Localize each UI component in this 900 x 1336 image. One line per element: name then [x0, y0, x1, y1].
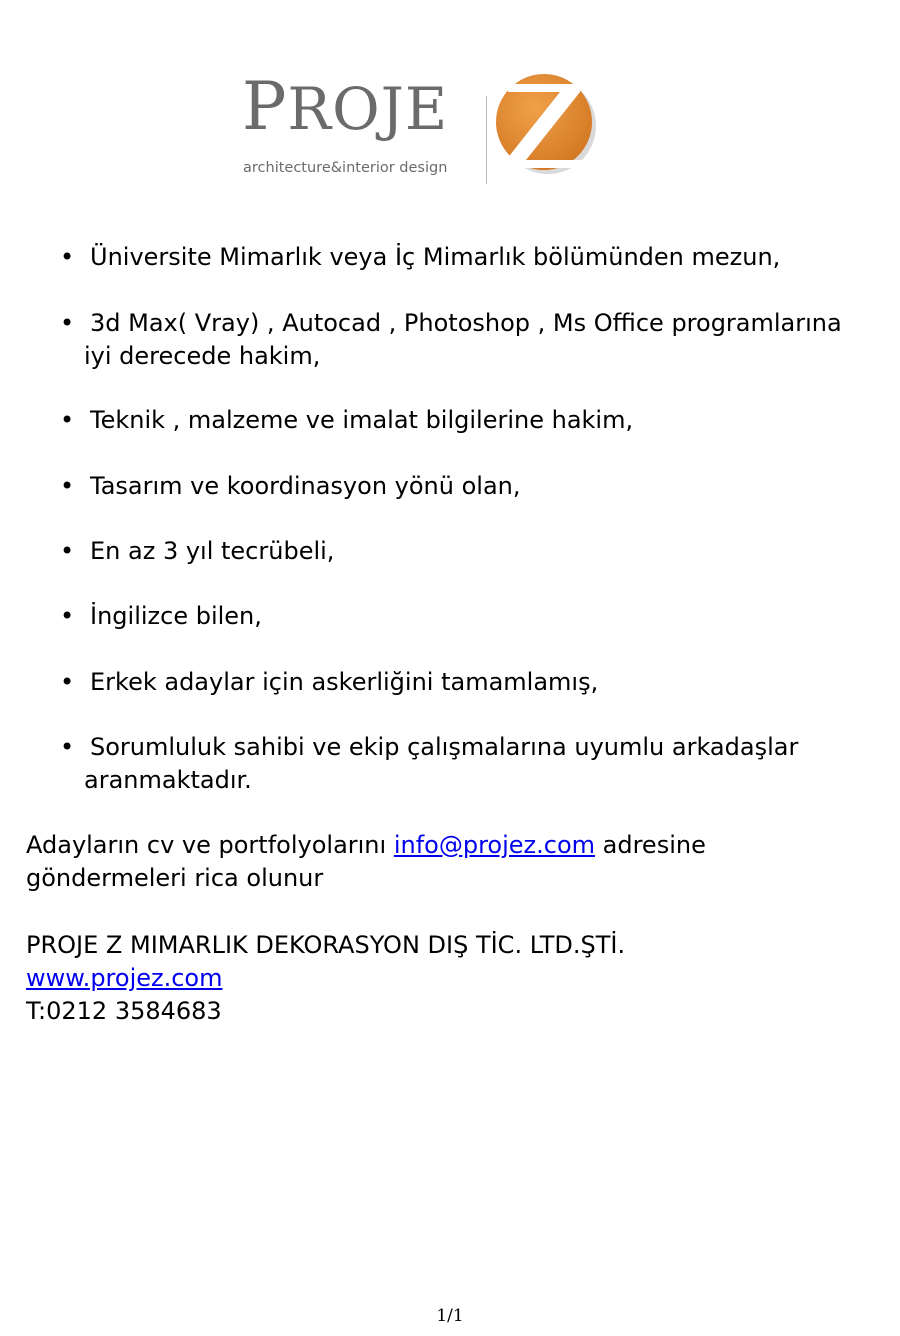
item-text-continued: iyi derecede hakim,: [84, 342, 321, 370]
website-link[interactable]: www.projez.com: [26, 964, 223, 992]
apply-instructions: [26, 829, 706, 895]
item-text: Tasarım ve koordinasyon yönü olan,: [90, 472, 521, 500]
company-logo: [240, 68, 610, 188]
page-number: 1/1: [436, 1306, 464, 1326]
logo-divider: [486, 96, 487, 184]
logo-z-mark: [492, 70, 600, 178]
item-text: 3d Max( Vray) , Autocad , Photoshop , Ms Office programlarına: [90, 309, 842, 337]
item-text-continued: aranmaktadır.: [84, 766, 252, 794]
bullet: •: [60, 733, 75, 761]
bullet: •: [60, 537, 75, 565]
bullet: •: [60, 602, 75, 630]
item-text: Teknik , malzeme ve imalat bilgilerine hakim,: [90, 406, 634, 434]
bullet: •: [60, 406, 75, 434]
logo-wordmark: PROJE: [242, 68, 449, 145]
item-text: En az 3 yıl tecrübeli,: [90, 537, 335, 565]
bullet: •: [60, 668, 75, 696]
item-text: Sorumluluk sahibi ve ekip çalışmalarına uyumlu arkadaşlar: [90, 733, 799, 761]
bullet: •: [60, 309, 75, 337]
company-info: [26, 929, 625, 1028]
item-text: İngilizce bilen,: [90, 602, 262, 630]
item-text: Üniversite Mimarlık veya İç Mimarlık bölümünden mezun,: [90, 243, 781, 271]
company-phone: T:0212 3584683: [26, 997, 222, 1025]
bullet: •: [60, 472, 75, 500]
apply-text-line2: göndermeleri rica olunur: [26, 864, 324, 892]
apply-text-after: adresine: [595, 831, 706, 859]
company-name: PROJE Z MIMARLIK DEKORASYON DIŞ TİC. LTD.ŞTİ.: [26, 931, 626, 959]
bullet: •: [60, 243, 75, 271]
email-link[interactable]: info@projez.com: [393, 831, 596, 859]
logo-tagline: architecture&interior design: [243, 160, 448, 176]
item-text: Erkek adaylar için askerliğini tamamlamış,: [90, 668, 599, 696]
apply-text-before: Adayların cv ve portfolyolarını: [26, 831, 394, 859]
